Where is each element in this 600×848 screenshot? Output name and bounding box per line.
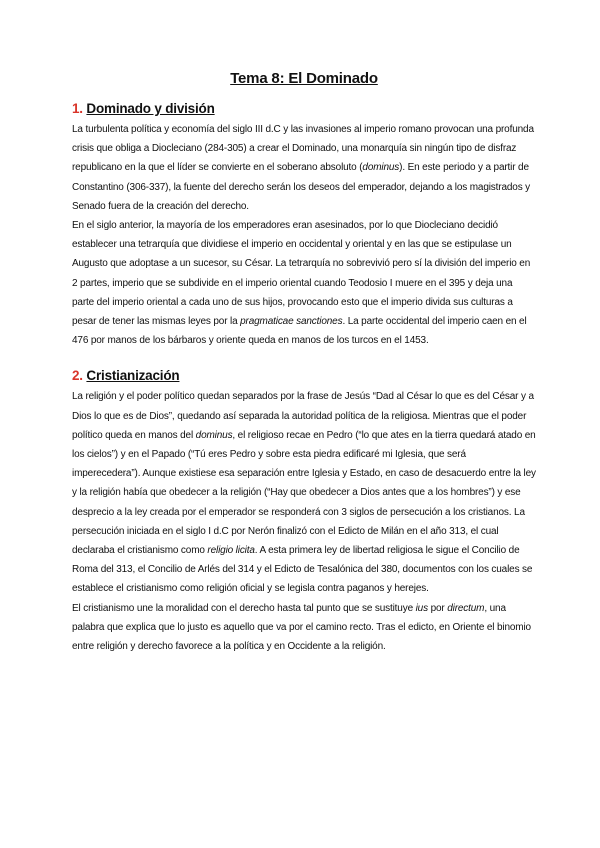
page-title: Tema 8: El Dominado	[230, 70, 378, 87]
text-run: ). En este periodo y a partir de Constantino (306-337), la fuente del derecho serán los deseos del emperador, dejando a los magistrados y Senado fuera de la creación del derecho.	[72, 162, 531, 212]
section-title: Dominado y división	[86, 101, 215, 116]
section-title: Cristianización	[86, 368, 180, 384]
text-run: , el religioso recae en Pedro (“lo que ates en la tierra quedará atado en los cielos”) y en el Papado (“Tú eres Pedro y sobre esta piedra edificaré mi Iglesia, que será imperecedera”). Aunque existiese esa separación entre Iglesia y Estado, en caso de desacuerdo entre la ley y la religión había que obedecer a la religión (“Hay que obedecer a Dios antes que a los hombres”) y ese desprecio a la ley creada por el emperador se responderá con 3 siglos de persecución a los cristianos. La persecución iniciada en el siglo I d.C por Nerón finalizó con el Edicto de Milán en el año 313, el cual declaraba el cristianismo como	[72, 429, 536, 557]
document-page	[72, 70, 536, 656]
text-run: por	[427, 602, 448, 614]
text-run: , una palabra que explica que lo justo es aquello que va por el camino recto. Tras el edicto, en Oriente el binomio entre religión y derecho favorece a la política y en Occidente a la religión.	[72, 602, 531, 653]
paragraph	[72, 599, 536, 657]
paragraph	[72, 216, 536, 350]
section-spacer	[72, 350, 536, 368]
section-heading	[72, 368, 536, 383]
italic-term: directum	[447, 602, 485, 614]
text-run: . A esta primera ley de libertad religiosa le sigue el Concilio de Roma del 313, el Concilio de Arlés del 314 y el Edicto de Tesalónica del 380, documentos con los cuales se establece el cristianismo como religión oficial y se legisla contra paganos y herejes.	[72, 545, 533, 595]
italic-term: ius	[415, 602, 428, 614]
italic-term: dominus	[362, 162, 400, 174]
section-cristianizacion	[72, 368, 536, 656]
section-number: 2.	[72, 368, 83, 384]
paragraph	[72, 120, 536, 216]
text-run: En el siglo anterior, la mayoría de los emperadores eran asesinados, por lo que Diocleciano decidió establecer una tetrarquía que dividiese el imperio en occidental y oriental y en las que se estipulase un Augusto que adoptase a un sucesor, su César. La tetrarquía no sobrevivió pero sí la división del imperio en 2 partes, imperio que se subdivide en el imperio oriental cuando Teodosio I muere en el 395 y deja una parte del imperio oriental a cada uno de sus hijos, provocando esto que el imperio divida sus culturas a pesar de tener las mismas leyes por la	[72, 220, 531, 328]
italic-term: dominus	[195, 429, 233, 441]
section-heading	[72, 101, 536, 116]
italic-term: pragmaticae sanctiones	[240, 316, 343, 328]
italic-term: religio licita	[207, 545, 255, 557]
text-run: . La parte occidental del imperio caen en el 476 por manos de los bárbaros y oriente queda en manos de los turcos en el 1453.	[72, 316, 527, 347]
text-run: El cristianismo une la moralidad con el derecho hasta tal punto que se sustituye	[72, 602, 416, 614]
section-number: 1.	[72, 101, 83, 116]
text-run: La religión y el poder político quedan separados por la frase de Jesús “Dad al César lo que es del César y a Dios lo que es de Dios”, quedando así separada la autoridad política de la religiosa. Mientras que el poder político queda en manos del	[72, 391, 534, 441]
section-dominado	[72, 101, 536, 350]
paragraph	[72, 387, 536, 598]
text-run: La turbulenta política y economía del siglo III d.C y las invasiones al imperio romano provocan una profunda crisis que obliga a Diocleciano (284-305) a crear el Dominado, una monarquía sin ningún tipo de disfraz republicano en la que el líder se convierte en el soberano absoluto (	[72, 124, 534, 174]
